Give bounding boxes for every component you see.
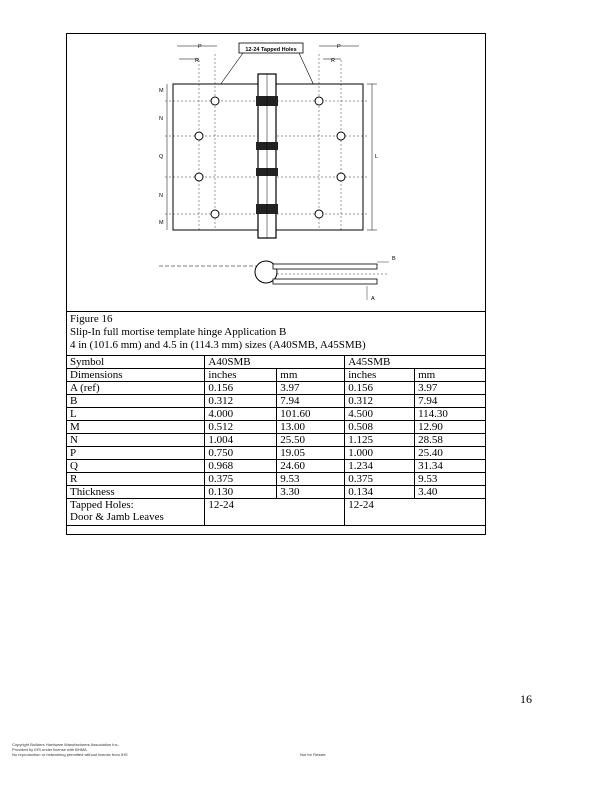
table-row — [67, 486, 486, 499]
row-b-inches: 4.500 — [345, 408, 415, 421]
row-a-inches: 4.000 — [205, 408, 277, 421]
row-a-mm: 13.00 — [277, 421, 345, 434]
row-b-mm: 114.30 — [415, 408, 486, 421]
tapped-holes-line1: Tapped Holes: — [70, 499, 134, 511]
row-a-inches: 0.156 — [205, 382, 277, 395]
figure-title: Slip-In full mortise template hinge Application B — [70, 326, 287, 338]
symbol-header: Symbol — [67, 356, 205, 369]
unit-mm-a: mm — [277, 369, 345, 382]
row-b-mm: 3.97 — [415, 382, 486, 395]
unit-mm-b: mm — [415, 369, 486, 382]
row-symbol: M — [67, 421, 205, 434]
table-row — [67, 421, 486, 434]
row-b-inches: 0.312 — [345, 395, 415, 408]
row-symbol: Thickness — [67, 486, 205, 499]
table-row — [67, 460, 486, 473]
figure-frame — [66, 33, 486, 535]
table-row — [67, 382, 486, 395]
table-row — [67, 434, 486, 447]
model-a-header: A40SMB — [205, 356, 345, 369]
r-label-right: R — [331, 58, 335, 64]
row-b-inches: 0.134 — [345, 486, 415, 499]
page-number: 16 — [520, 692, 532, 706]
b-label: B — [392, 256, 396, 262]
row-a-mm: 3.97 — [277, 382, 345, 395]
row-b-mm: 12.90 — [415, 421, 486, 434]
row-a-inches: 0.375 — [205, 473, 277, 486]
n-label-bottom: N — [159, 193, 163, 199]
table-row — [67, 473, 486, 486]
tapped-holes-line2: Door & Jamb Leaves — [70, 511, 164, 523]
tapped-holes-b: 12-24 — [345, 499, 486, 526]
row-b-inches: 0.375 — [345, 473, 415, 486]
r-label-left: R — [195, 58, 199, 64]
row-symbol: Q — [67, 460, 205, 473]
table-header-units — [67, 369, 486, 382]
n-label-top: N — [159, 116, 163, 122]
l-label: L — [375, 154, 379, 160]
row-a-inches: 1.004 — [205, 434, 277, 447]
tapped-holes-a: 12-24 — [205, 499, 345, 526]
tapped-holes-label: 12-24 Tapped Holes — [245, 47, 297, 53]
row-symbol: P — [67, 447, 205, 460]
tapped-holes-label — [67, 499, 205, 526]
row-symbol: L — [67, 408, 205, 421]
dimensions-header: Dimensions — [67, 369, 205, 382]
row-a-inches: 0.968 — [205, 460, 277, 473]
row-b-inches: 1.234 — [345, 460, 415, 473]
row-a-inches: 0.312 — [205, 395, 277, 408]
row-b-inches: 0.508 — [345, 421, 415, 434]
row-a-mm: 25.50 — [277, 434, 345, 447]
q-label: Q — [159, 154, 164, 160]
hinge-drawing — [67, 34, 485, 310]
row-a-inches: 0.512 — [205, 421, 277, 434]
row-b-mm: 31.34 — [415, 460, 486, 473]
row-b-mm: 25.40 — [415, 447, 486, 460]
row-symbol: B — [67, 395, 205, 408]
row-symbol: N — [67, 434, 205, 447]
row-b-mm: 28.58 — [415, 434, 486, 447]
a-label: A — [371, 296, 375, 302]
m-label-bottom: M — [159, 220, 164, 226]
copyright-footer — [12, 742, 128, 757]
row-b-mm: 9.53 — [415, 473, 486, 486]
row-a-mm: 9.53 — [277, 473, 345, 486]
row-symbol: A (ref) — [67, 382, 205, 395]
table-row — [67, 395, 486, 408]
row-symbol: R — [67, 473, 205, 486]
p-label-right: P — [337, 44, 341, 50]
row-b-mm: 3.40 — [415, 486, 486, 499]
table-row — [67, 408, 486, 421]
row-a-mm: 19.05 — [277, 447, 345, 460]
table-row — [67, 447, 486, 460]
figure-number: Figure 16 — [70, 313, 113, 325]
footer-line-2: Provided by IHS under license with BHMA — [12, 747, 87, 752]
row-b-inches: 0.156 — [345, 382, 415, 395]
table-row-tapped-holes — [67, 499, 486, 526]
row-a-inches: 0.750 — [205, 447, 277, 460]
row-b-inches: 1.125 — [345, 434, 415, 447]
figure-sizes: 4 in (101.6 mm) and 4.5 in (114.3 mm) sizes (A40SMB, A45SMB) — [70, 339, 366, 351]
unit-inches-b: inches — [345, 369, 415, 382]
row-b-inches: 1.000 — [345, 447, 415, 460]
row-a-inches: 0.130 — [205, 486, 277, 499]
p-label-left: P — [198, 44, 202, 50]
dimensions-table — [67, 355, 486, 526]
not-for-resale: Not for Resale — [300, 752, 326, 757]
row-a-mm: 3.30 — [277, 486, 345, 499]
footer-line-3: No reproduction or networking permitted without license from IHS — [12, 752, 128, 757]
m-label-top: M — [159, 88, 164, 94]
unit-inches-a: inches — [205, 369, 277, 382]
table-header-models — [67, 356, 486, 369]
row-a-mm: 24.60 — [277, 460, 345, 473]
model-b-header: A45SMB — [345, 356, 486, 369]
figure-caption — [67, 311, 485, 353]
row-a-mm: 7.94 — [277, 395, 345, 408]
row-b-mm: 7.94 — [415, 395, 486, 408]
footer-line-1: Copyright Builders Hardware Manufacturers Association Inc. — [12, 742, 119, 747]
row-a-mm: 101.60 — [277, 408, 345, 421]
